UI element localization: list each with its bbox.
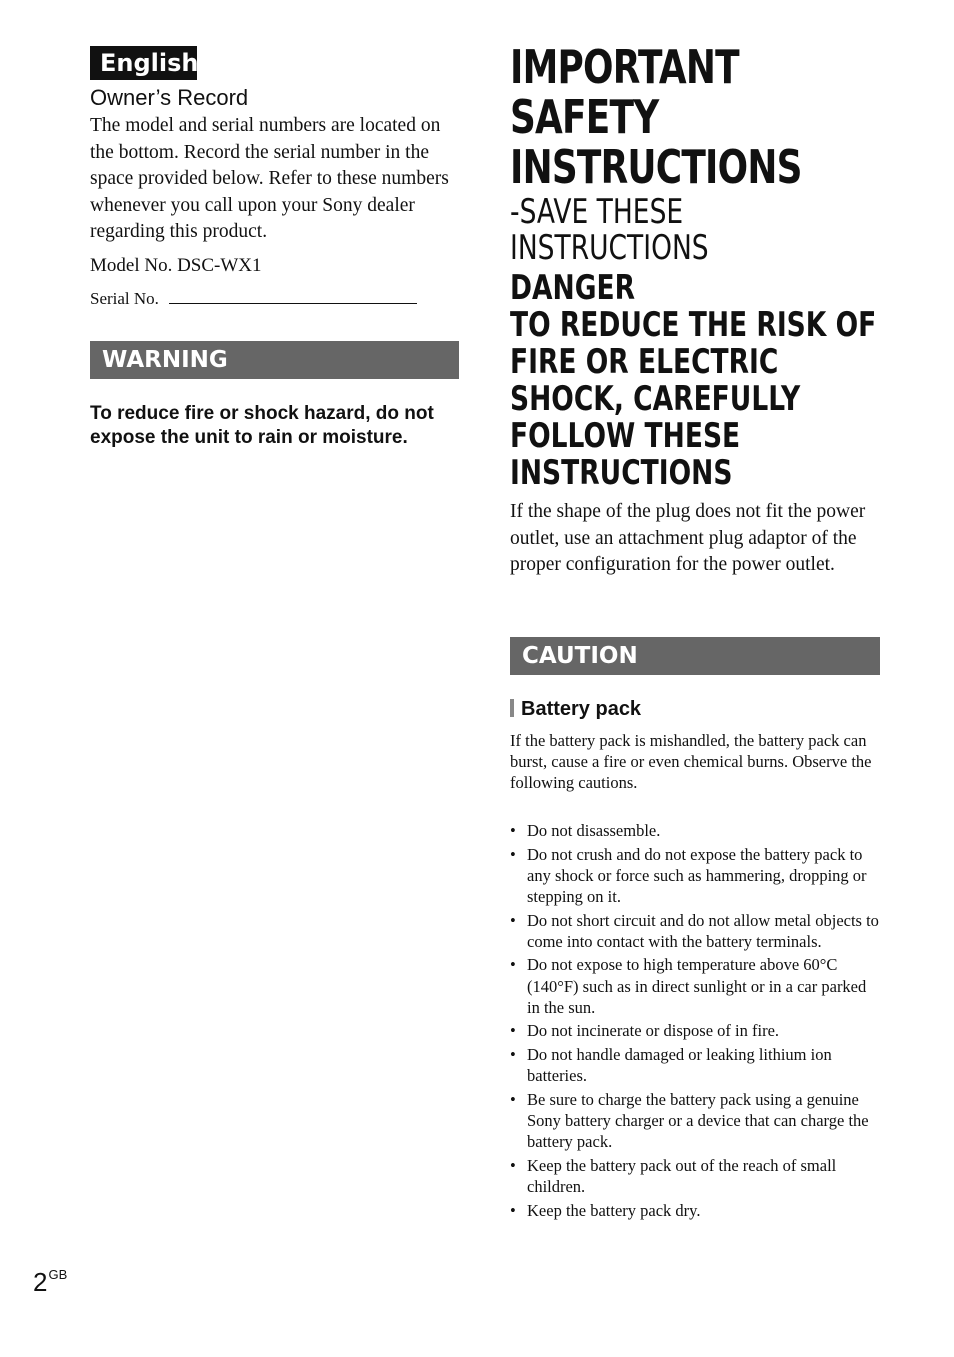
danger-line: SHOCK, CAREFULLY: [510, 379, 801, 419]
danger-line: FIRE OR ELECTRIC: [510, 342, 779, 382]
page-suffix: GB: [48, 1267, 68, 1282]
list-item: • Keep the battery pack out of the reach of small children.: [510, 1155, 882, 1197]
list-item: • Do not short circuit and do not allow metal objects to come into contact with the battery terminals.: [510, 910, 882, 952]
list-item: • Keep the battery pack dry.: [510, 1200, 882, 1221]
danger-line: FOLLOW THESE: [510, 416, 741, 456]
list-item: • Be sure to charge the battery pack using a genuine Sony battery charger or a device that can charge the battery pack.: [510, 1089, 882, 1153]
warning-text: To reduce fire or shock hazard, do not expose the unit to rain or moisture.: [90, 403, 434, 448]
danger-heading: [510, 270, 876, 492]
list-item: • Do not expose to high temperature above 60°C (140°F) such as in direct sunlight or in a car parked in the sun.: [510, 954, 882, 1018]
page-number: [33, 1267, 67, 1298]
danger-line: TO REDUCE THE RISK OF: [510, 305, 877, 345]
owners-record-title: Owner’s Record: [90, 85, 249, 110]
safety-title-line: INSTRUCTIONS: [510, 140, 802, 194]
list-item: • Do not disassemble.: [510, 820, 882, 841]
battery-pack-heading: [510, 698, 641, 721]
warning-header: WARNING: [90, 341, 459, 379]
list-item: • Do not incinerate or dispose of in fire.: [510, 1020, 882, 1041]
battery-heading-text: Battery pack: [521, 698, 642, 720]
battery-intro: If the battery pack is mishandled, the battery pack can burst, cause a fire or even chemical burns. Observe the following cautions.: [510, 731, 872, 792]
safety-title-line: SAFETY: [510, 90, 659, 144]
serial-label: Serial No.: [90, 289, 159, 308]
language-tab: English: [90, 46, 197, 80]
caution-header: CAUTION: [510, 637, 880, 675]
model-number: Model No. DSC-WX1: [90, 255, 262, 276]
plug-instructions: If the shape of the plug does not fit the power outlet, use an attachment plug adaptor of the proper configuration for the power outlet.: [510, 501, 866, 575]
safety-title-line: IMPORTANT: [510, 40, 739, 94]
list-item: • Do not handle damaged or leaking lithium ion batteries.: [510, 1044, 882, 1086]
safety-title: [510, 42, 802, 192]
subtitle-line: -SAVE THESE: [510, 192, 684, 232]
subtitle-line: INSTRUCTIONS: [510, 228, 709, 268]
section-marker-icon: [510, 699, 514, 717]
danger-line: DANGER: [510, 268, 636, 308]
serial-blank-line: [169, 289, 417, 304]
list-item: • Do not crush and do not expose the battery pack to any shock or force such as hammering, dropping or stepping on it.: [510, 844, 882, 908]
danger-line: INSTRUCTIONS: [510, 453, 733, 493]
battery-cautions-list: [510, 820, 882, 1223]
serial-number-field: [90, 289, 417, 309]
page-number-value: 2: [33, 1267, 48, 1297]
owners-record-body: The model and serial numbers are located on the bottom. Record the serial number in the space provided below. Refer to these numbers whenever you call upon your Sony dealer regarding this product.: [90, 115, 449, 242]
save-instructions-subtitle: [510, 194, 709, 266]
